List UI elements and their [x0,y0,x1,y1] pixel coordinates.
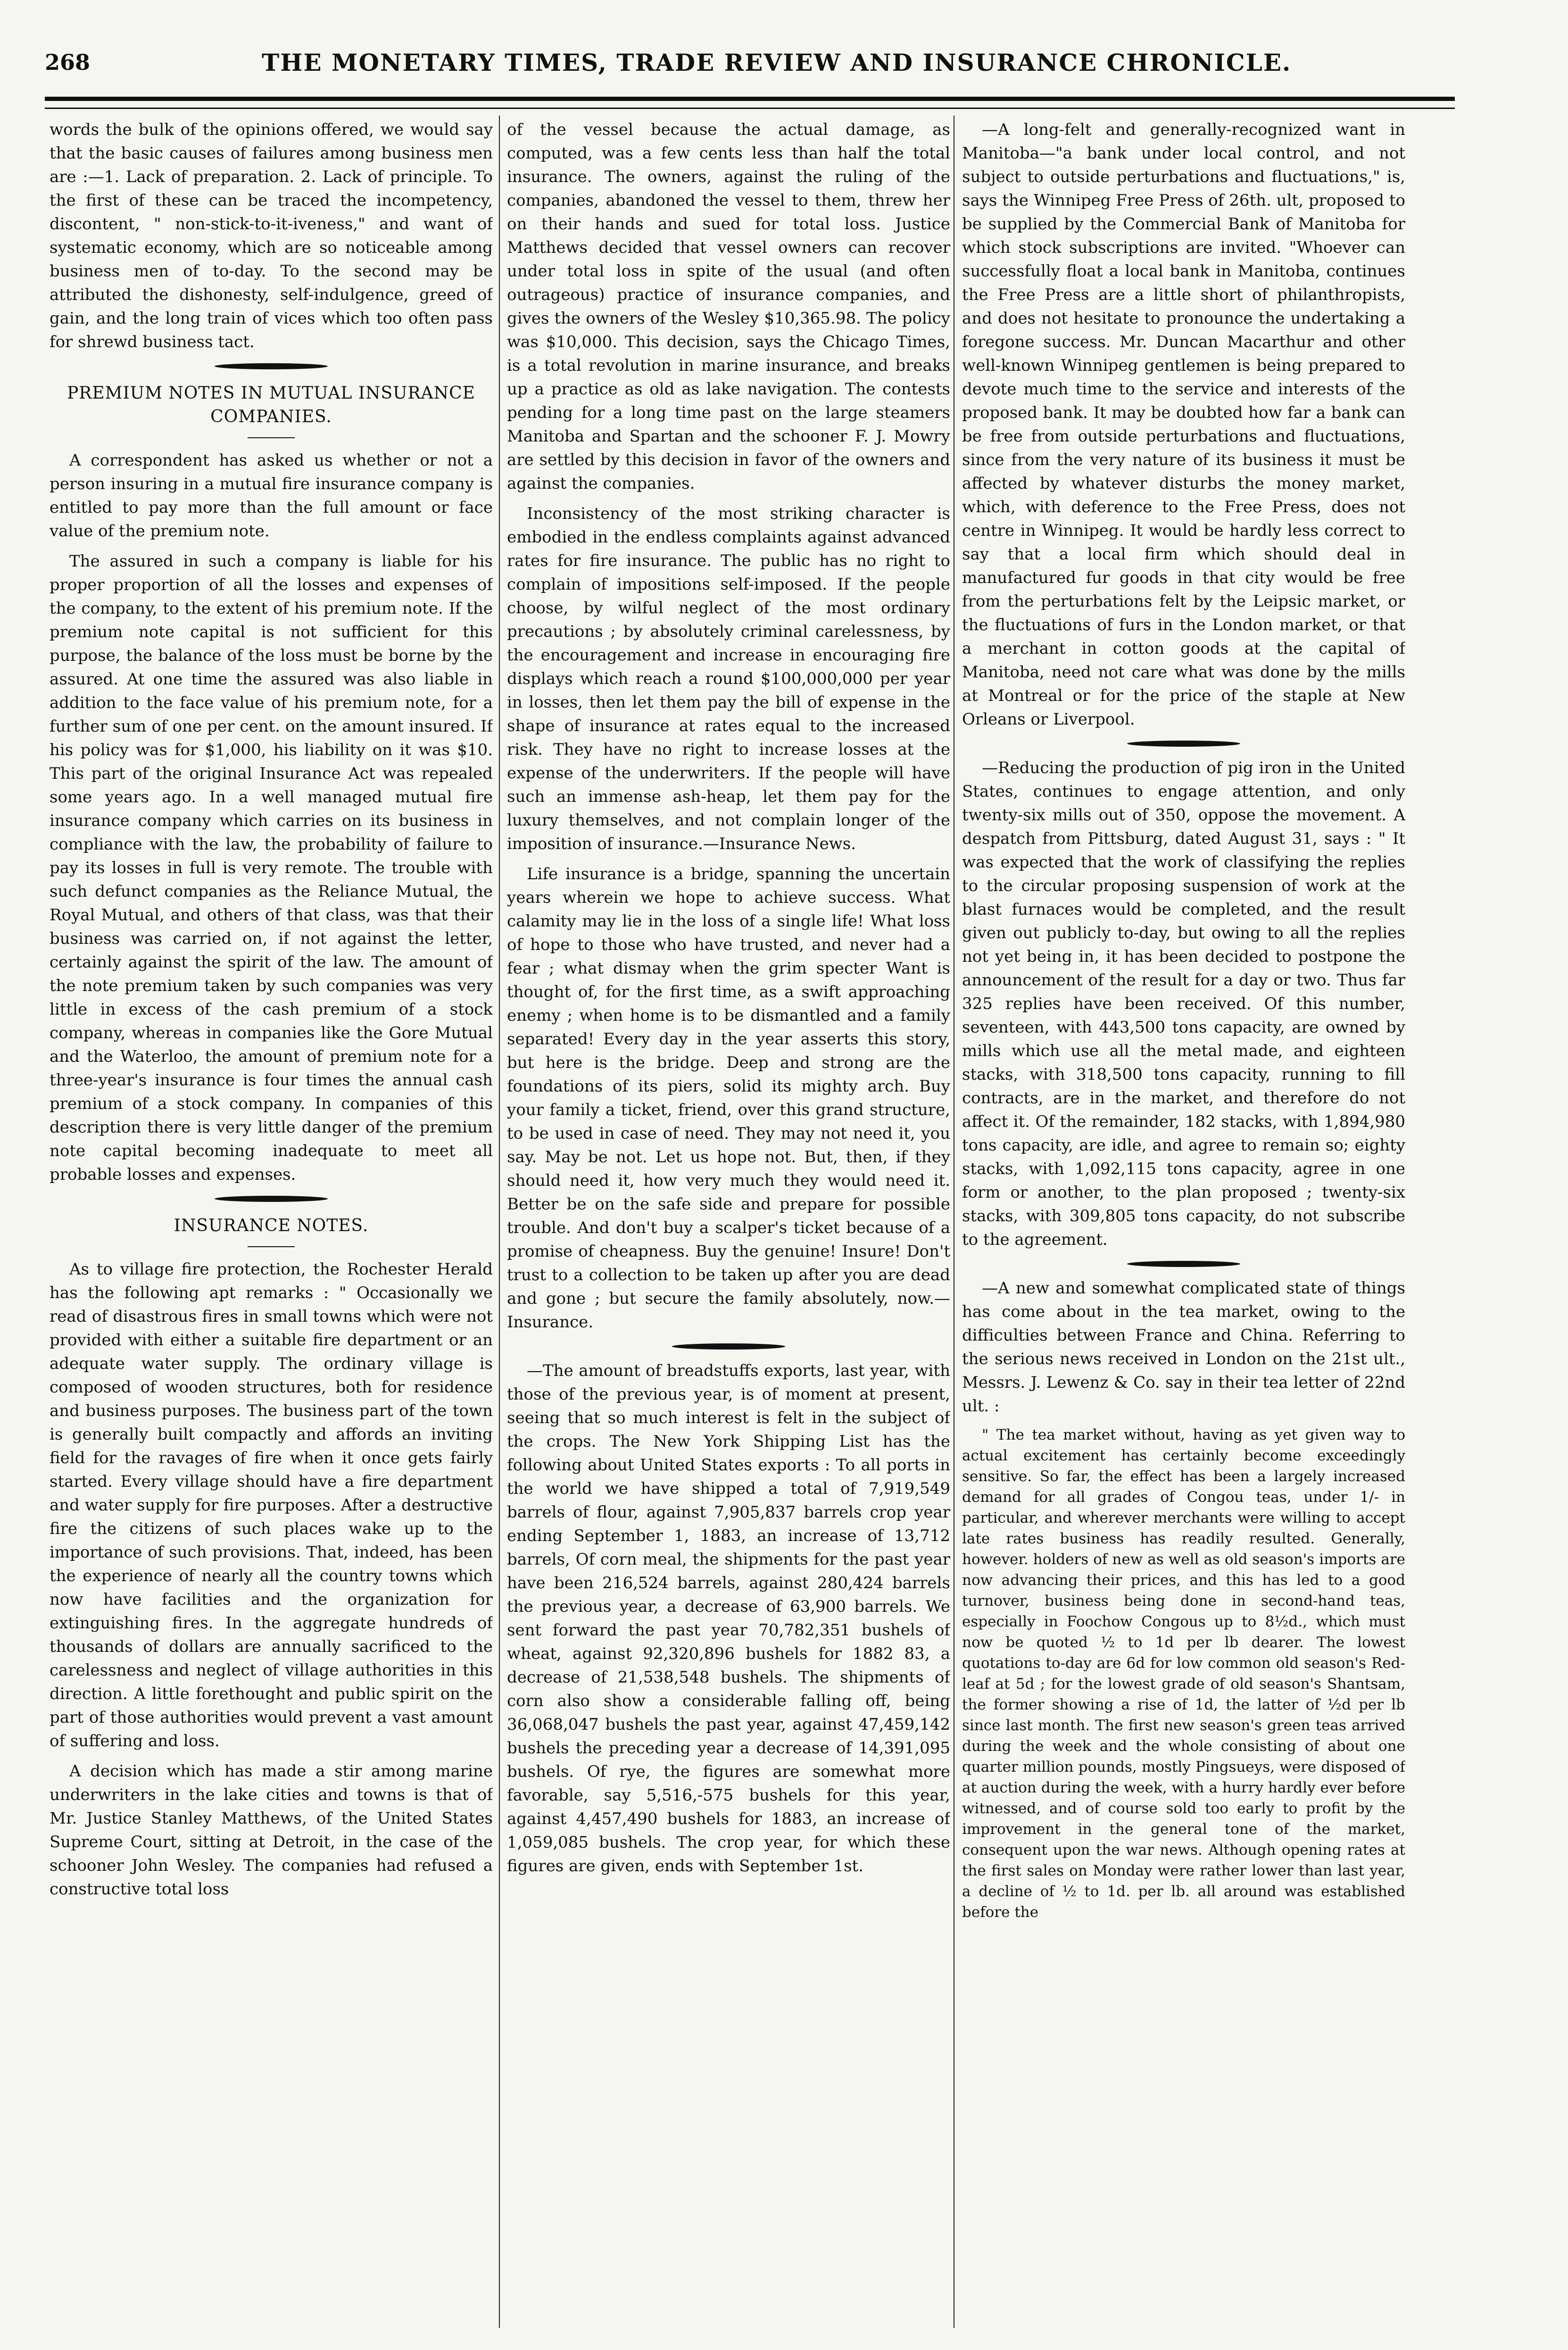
heading-rule [248,437,295,438]
paragraph-marine-decision: A decision which has made a stir among marine underwriters in the lake cities and towns is that of Mr. Justice Stanley Matthews, of the United States Supreme Court, sitting at Detroit, in the case of the schooner John Wesley. The companies had refused a constructive total loss [50,1762,493,1899]
paragraph-village-fire: As to village fire protection, the Rochester Herald has the following apt remarks : " Occasionally we read of disastrous fires in small towns which were not provided with either a suitable fire department or an adequate water supply. The ordinary village is composed of wooden structures, both for residence and business purposes. The business part of the town is generally built compactly and affords an inviting field for the ravages of fire when it once gets fairly started. Every village should have a fire department and water supply for fire purposes. After a destructive fire the citizens of such places wake up to the importance of such provisions. That, indeed, has been the experience of nearly all the country towns which now have facilities and the organization for extinguishing fires. In the aggregate hundreds of thousands of dollars are annually sacrificed to the carelessness and neglect of village authorities in this direction. A little forethought and public spirit on the part of those authorities would prevent a vast amount of suffering and loss. [50,1260,493,1750]
running-title: THE MONETARY TIMES, TRADE REVIEW AND INSURANCE CHRONICLE. [262,49,1292,76]
masthead [45,45,1455,92]
page-number: 268 [45,50,91,75]
paragraph-premium-1: A correspondent has asked us whether or not a person insuring in a mutual fire insurance company is entitled to pay more than the full amount or face value of the premium note. [50,451,493,541]
header-rule-thick [45,97,1455,101]
paragraph-breadstuffs: —The amount of breadstuffs exports, last year, with those of the previous year, is of moment at present, seeing that so much interest is felt in the subject of the crops. The New York Shipping List has the following about United States exports : To all ports in the world we have shipped a total of 7,919,549 barrels of flour, against 7,905,837 barrels crop year ending September 1, 1883, an increase of 13,712 barrels, Of corn meal, the shipments for the past year have been 216,524 barrels, against 280,424 barrels the previous year, a decrease of 63,900 barrels. We sent forward the past year 70,782,351 bushels of wheat, against 92,320,896 bushels for 1882 83, a decrease of 21,538,548 bushels. The shipments of corn also show a considerable falling off, being 36,068,047 bushels the past year, against 47,459,142 bushels the preceding year a decrease of 14,391,095 bushels. Of rye, the figures are somewhat more favorable, say 5,516,-575 bushels for this year, against 4,457,490 bushels for 1883, an increase of 1,059,085 bushels. The crop year, for which these figures are given, ends with September 1st. [507,1361,950,1875]
paragraph-inconsistency: Inconsistency of the most striking character is embodied in the endless complaints against advanced rates for fire insurance. The public has no right to complain of impositions self-imposed. If the people choose, by wilful neglect of the most ordinary precautions ; by absolutely criminal carelessness, by the encouragement and increase in encouraging fire displays which reach a round $100,000,000 per year in losses, then let them pay the bill of expense in the shape of insurance at rates equal to the increased risk. They have no right to increase losses at the expense of the underwriters. If the people will have such an immense ash-heap, let them pay for the luxury themselves, and not complain longer of the imposition of insurance.—Insurance News. [507,504,950,853]
paragraph-pig-iron: —Reducing the production of pig iron in the United States, continues to engage attention, and only twenty-six mills out of 350, oppose the movement. A despatch from Pittsburg, dated August 31, says : " It was expected that the work of classifying the replies to the circular proposing suspension of work at the blast furnaces would be completed, and the result given out publicly to-day, but owing to all the replies not yet being in, it has been decided to postpone the announcement of the result for a day or two. Thus far 325 replies have been received. Of this number, seventeen, with 443,500 tons capacity, are owned by mills which use all the metal made, and eighteen stacks, with 318,500 tons capacity, running to fill contracts, are in the market, and therefore do not affect it. Of the remainder, 182 stacks, with 1,894,980 tons capacity, are idle, and agree to remain so; eighty stacks, with 1,092,115 tons capacity, agree in one form or another, to the plan proposed ; twenty-six stacks, with 309,805 tons capacity, do not subscribe to the agreement. [962,758,1405,1249]
paragraph-marine-continued: of the vessel because the actual damage, as computed, was a few cents less than half the total insurance. The owners, against the ruling of the companies, abandoned the vessel to them, threw her on their hands and sued for total loss. Justice Matthews decided that vessel owners can recover under total loss in spite of the usual (and often outrageous) practice of insurance companies, and gives the owners of the Wesley $10,365.98. The policy was $10,000. This decision, says the Chicago Times, is a total revolution in marine insurance, and breaks up a practice as old as lake navigation. The contests pending for a long time past on the large steamers Manitoba and Spartan and the schooner F. J. Mowry are settled by this decision in favor of the owners and against the companies. [507,120,950,493]
heading-insurance-notes: INSURANCE NOTES. [174,1216,369,1235]
header-rule-thin [45,108,1455,109]
column-rule-left [499,116,500,2328]
section-divider [1127,741,1240,747]
section-divider [672,1343,785,1350]
section-divider [1127,1261,1240,1267]
paragraph-life-insurance: Life insurance is a bridge, spanning the uncertain years wherein we hope to achieve success. What calamity may lie in the loss of a single life! What loss of hope to those who have trusted, and never had a fear ; what dismay when the grim specter Want is thought of, for the first time, as a swift approaching enemy ; when home is to be dismantled and a family separated! Every day in the year asserts this story, but here is the bridge. Deep and strong are the foundations of its piers, solid its mighty arch. Buy your family a ticket, friend, over this grand structure, to be used in case of need. They may not need it, you say. May be not. Let us hope not. But, then, if they should need it, how very much they would need it. Better be on the safe side and prepare for possible trouble. And don't buy a scalper's ticket because of a promise of cheapness. Buy the genuine! Insure! Don't trust to a collection to be taken up after you are dead and gone ; but secure the family absolutely, now.—Insurance. [507,865,950,1332]
heading-rule [248,1246,295,1247]
section-divider [215,1196,328,1202]
heading-premium-notes: PREMIUM NOTES IN MUTUAL INSURANCE COMPANIES. [67,383,475,426]
article-failures-conclusion: words the bulk of the opinions offered, we would say that the basic causes of failures among business men are :—1. Lack of preparation. 2. Lack of principle. To the first of these can be traced the incompetency, discontent, " non-stick-to-it-iveness," and want of systematic economy, which are so noticeable among business men of to-day. To the second may be attributed the dishonesty, self-indulgence, greed of gain, and the long train of vices which too often pass for shrewd business tact. [50,120,493,351]
column-2 [507,118,950,2325]
paragraph-tea-market: —A new and somewhat complicated state of things has come about in the tea market, owing to the difficulties between France and China. Referring to the serious news received in London on the 21st ult., Messrs. J. Lewenz & Co. say in their tea letter of 22nd ult. : [962,1279,1405,1416]
paragraph-premium-2: The assured in such a company is liable for his proper proportion of all the losses and expenses of the company, to the extent of his premium note. If the premium note capital is not sufficient for this purpose, the balance of the loss must be borne by the assured. At one time the assured was also liable in addition to the face value of his premium note, for a further sum of one per cent. on the amount insured. If his policy was for $1,000, his liability on it was $10. This part of the original Insurance Act was repealed some years ago. In a well managed mutual fire insurance company which carries on its business in compliance with the law, the probability of failure to pay its losses in full is very remote. The trouble with such defunct companies as the Reliance Mutual, the Royal Mutual, and others of that class, was that their business was carried on, if not against the letter, certainly against the spirit of the law. The amount of the note premium taken by such companies was very little in excess of the cash premium of a stock company, whereas in companies like the Gore Mutual and the Waterloo, the amount of premium note for a three-year's insurance is four times the annual cash premium of a stock company. In companies of this description there is very little danger of the premium note capital becoming inadequate to meet all probable losses and expenses. [50,552,493,1184]
section-divider [215,363,328,369]
paragraph-tea-quote: " The tea market without, having as yet given way to actual excitement has certainly become exceedingly sensitive. So far, the effect has been a largely increased demand for all grades of Congou teas, under 1/- in particular, and wherever merchants were willing to accept late rates business has readily resulted. Generally, however. holders of new as well as old season's imports are now advancing their prices, and this has led to a good turnover, business being done in second-hand teas, especially in Foochow Congous up to 8½d., which must now be quoted ½ to 1d per lb dearer. The lowest quotations to-day are 6d for low common old season's Red-leaf at 5d ; for the lowest grade of old season's Shantsam, the former showing a rise of 1d, the latter of ½d per lb since last month. The first new season's green teas arrived during the week and the whole consisting of about one quarter million pounds, mostly Pingsueys, were disposed of at auction during the week, with a hurry hardly ever before witnessed, and of course sold too early to profit by the improvement in the general tone of the market, consequent upon the war news. Although opening rates at the first sales on Monday were rather lower than last year, a decline of ½ to 1d. per lb. all around was established before the [962,1426,1405,1921]
column-3 [962,118,1405,2325]
paragraph-manitoba-bank: —A long-felt and generally-recognized want in Manitoba—"a bank under local control, and not subject to outside perturbations and fluctuations," is, says the Winnipeg Free Press of 26th. ult, proposed to be supplied by the Commercial Bank of Manitoba for which stock subscriptions are invited. "Whoever can successfully float a local bank in Manitoba, continues the Free Press are a little short of philanthropists, and does not hesitate to pronounce the undertaking a foregone success. Mr. Duncan Macarthur and other well-known Winnipeg gentlemen is being prepared to devote much time to the service and interests of the proposed bank. It may be doubted how far a bank can be free from outside perturbations and fluctuations, since from the very nature of its business it must be affected by whatever disturbs the money market, which, with deference to the Free Press, does not centre in Winnipeg. It would be hardly less correct to say that a local firm which should deal in manufactured fur goods in that city would be free from the perturbations felt by the Leipsic market, or the fluctuations of furs in the London market, or that a merchant in cotton goods at the capital of Manitoba, need not care what was done by the mills at Montreal or for the price of the staple at New Orleans or Liverpool. [962,120,1405,729]
column-1 [50,118,493,2325]
